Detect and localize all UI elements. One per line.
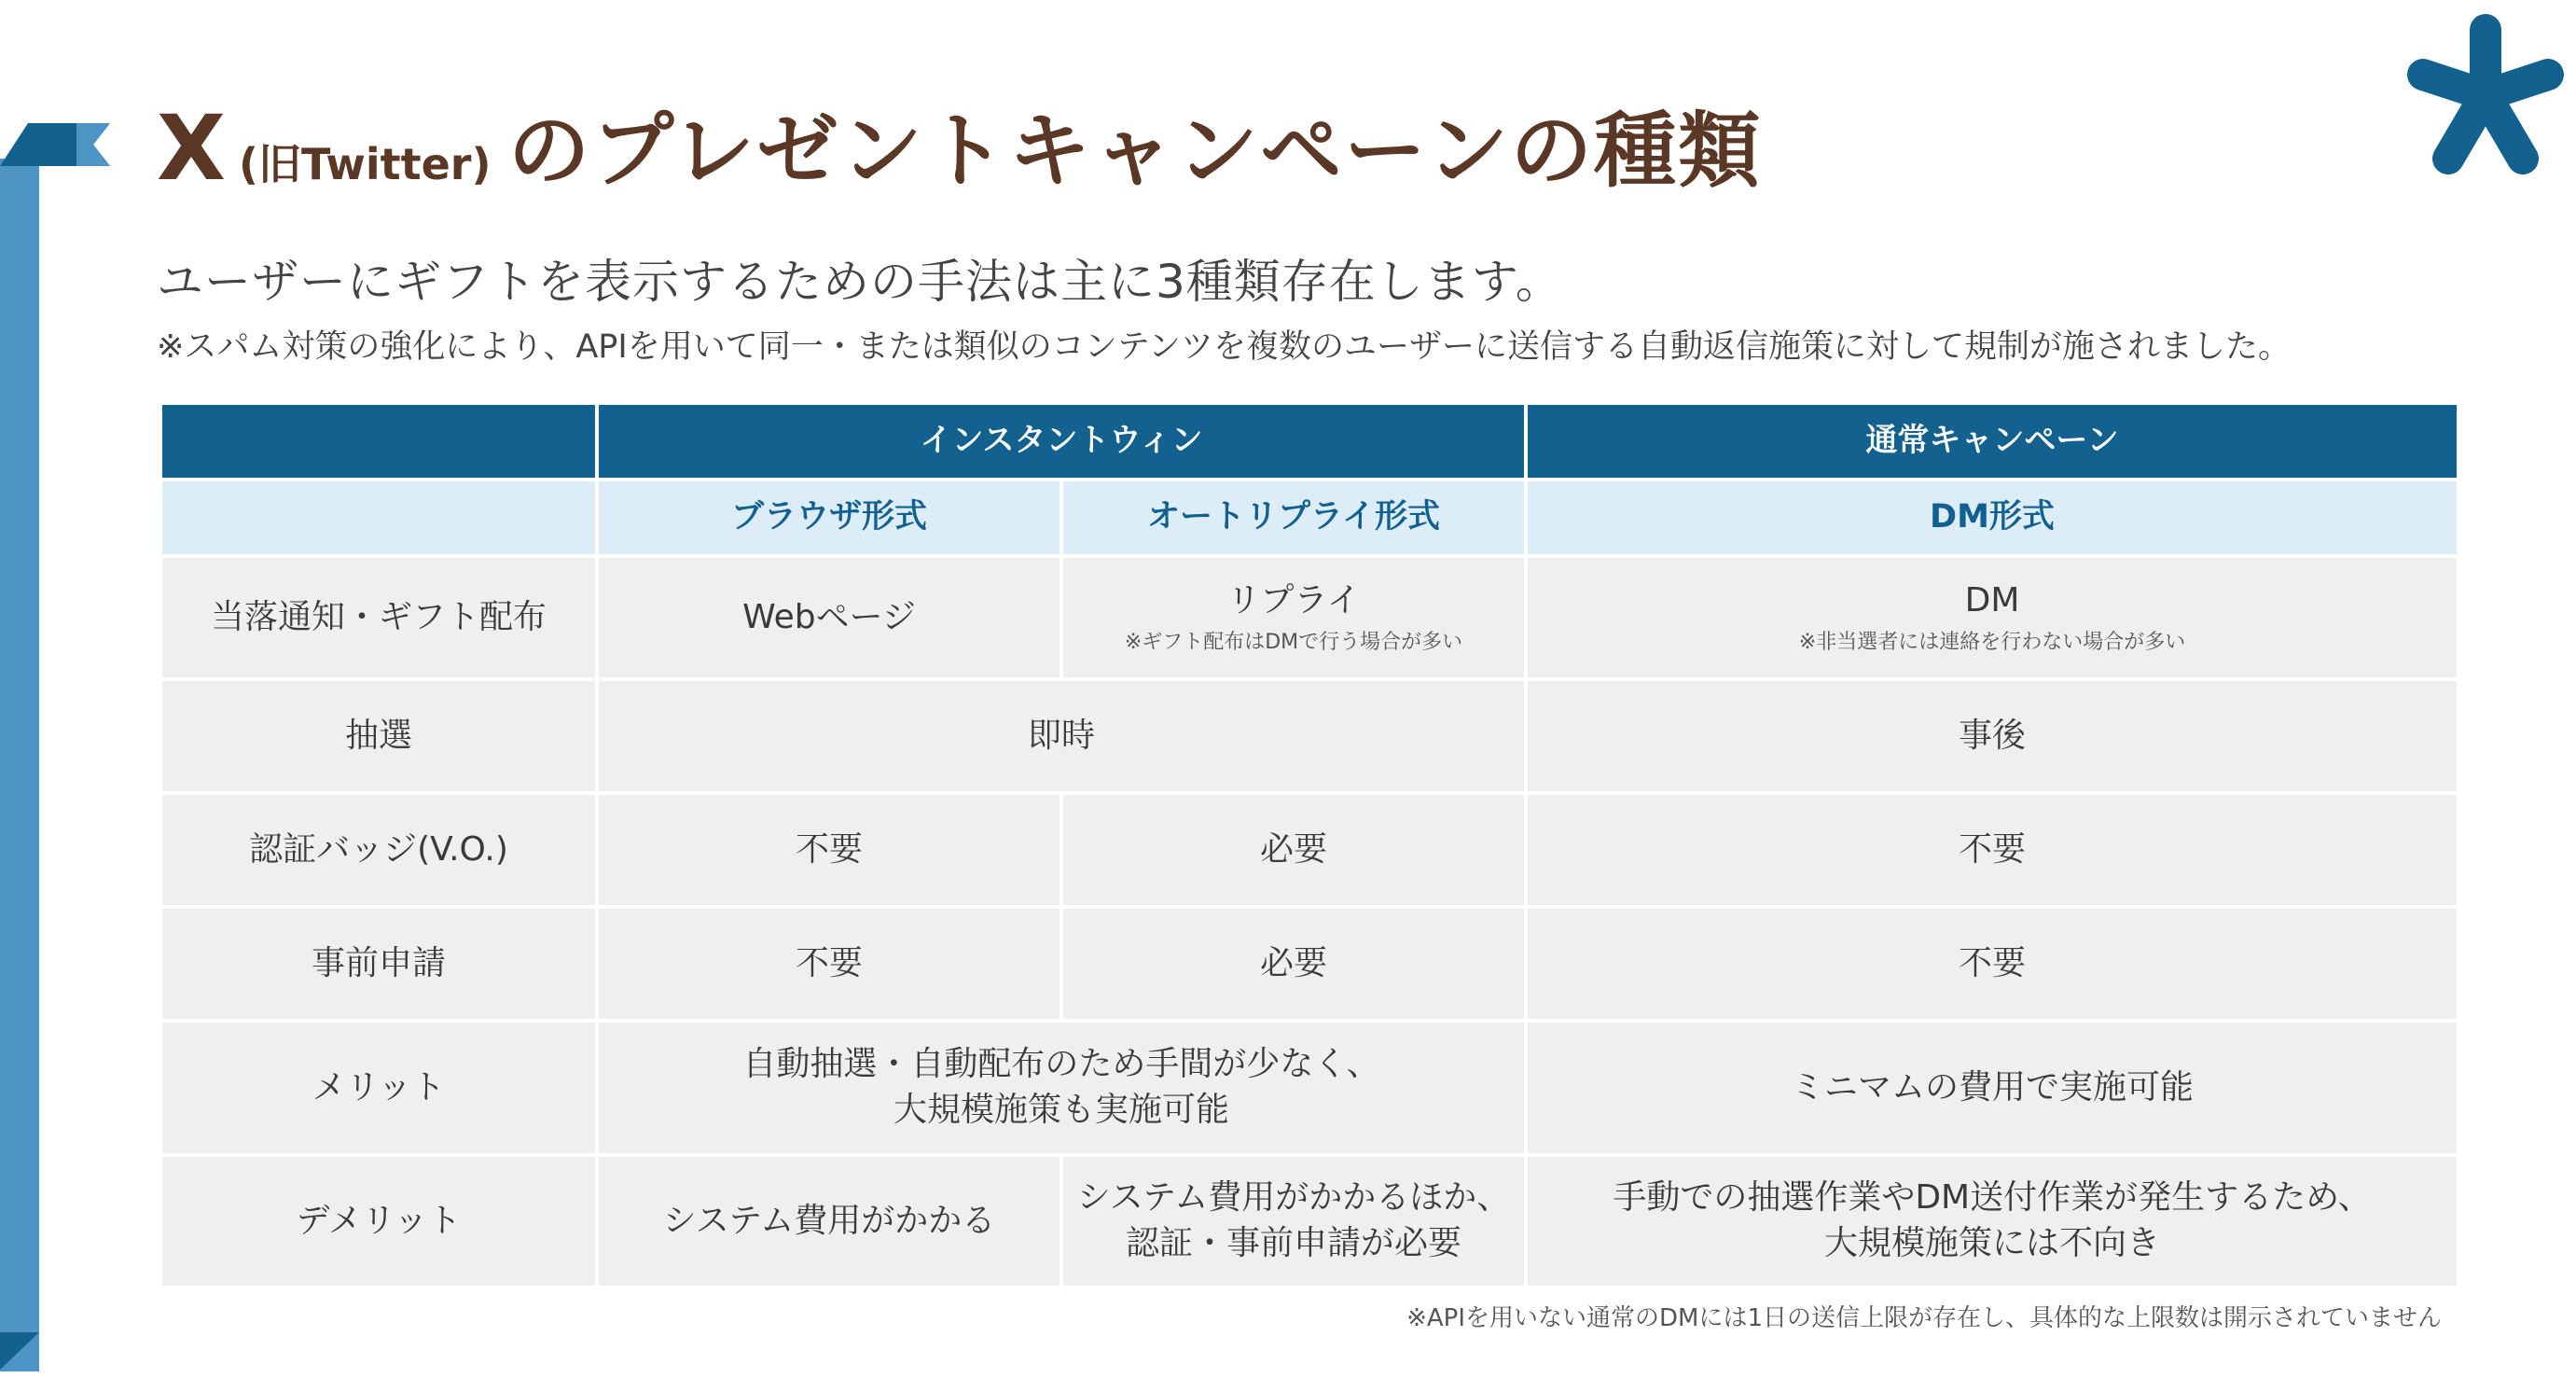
cell-demerit-dm-line2: 大規模施策には不向き (1823, 1224, 2160, 1262)
cell-demerit-dm-line1: 手動での抽選作業やDM送付作業が発生するため、 (1613, 1178, 2372, 1218)
cell-demerit-dm (1528, 1157, 2457, 1286)
cell-lottery-instant: 即時 (599, 681, 1524, 791)
cell-apply-reply: 必要 (1063, 909, 1524, 1019)
cell-merit-dm: ミニマムの費用で実施可能 (1528, 1023, 2457, 1153)
row-label-notify: 当落通知・ギフト配布 (162, 558, 595, 677)
ribbon-bookmark-icon (0, 123, 110, 166)
cell-demerit-reply-line2: 認証・事前申請が必要 (1125, 1224, 1461, 1262)
cell-notify-reply-note: ※ギフト配布はDMで行う場合が多い (1124, 631, 1463, 655)
lead-text: ユーザーにギフトを表示するための手法は主に3種類存在します。 (157, 255, 1563, 309)
cell-apply-dm: 不要 (1528, 909, 2457, 1019)
cell-notify-dm-note: ※非当選者には連絡を行わない場合が多い (1798, 631, 2186, 655)
cell-badge-reply: 必要 (1063, 795, 1524, 905)
cell-notify-browser: Webページ (599, 558, 1059, 677)
subheader-autoreply: オートリプライ形式 (1063, 481, 1524, 554)
note-bottom: ※APIを用いない通常のDMには1日の送信上限が存在し、具体的な上限数は開示されていません (1406, 1304, 2442, 1332)
cell-notify-reply (1063, 558, 1524, 677)
subheader-dm: DM形式 (1528, 481, 2457, 554)
title-x: X (157, 96, 227, 201)
title-sub: (旧Twitter) (239, 139, 492, 189)
row-label-lottery: 抽選 (162, 681, 595, 791)
subheader-browser: ブラウザ形式 (599, 481, 1059, 554)
header-instant-win: インスタントウィン (599, 405, 1524, 478)
cell-merit-instant-line1: 自動抽選・自動配布のため手間が少なく、 (742, 1045, 1380, 1084)
row-label-apply: 事前申請 (162, 909, 595, 1019)
asterisk-icon (2397, 9, 2574, 187)
row-label-merit: メリット (162, 1023, 595, 1153)
cell-badge-browser: 不要 (599, 795, 1059, 905)
ribbon-foot-icon (0, 1332, 39, 1370)
row-label-demerit: デメリット (162, 1157, 595, 1286)
subheader-empty (162, 481, 595, 554)
cell-apply-browser: 不要 (599, 909, 1059, 1019)
cell-notify-reply-main: リプライ (1226, 580, 1361, 619)
cell-notify-dm-main: DM (1964, 580, 2020, 619)
left-ribbon-bar (0, 159, 39, 1371)
cell-notify-dm (1528, 558, 2457, 677)
page-title (157, 86, 1762, 203)
cell-demerit-reply-line1: システム費用がかかるほか、 (1076, 1178, 1511, 1218)
cell-demerit-reply (1063, 1157, 1524, 1286)
title-main: のプレゼントキャンペーンの種類 (507, 103, 1763, 199)
row-label-badge: 認証バッジ(V.O.) (162, 795, 595, 905)
header-empty (162, 405, 595, 478)
header-normal-campaign: 通常キャンペーン (1528, 405, 2457, 478)
cell-badge-dm: 不要 (1528, 795, 2457, 905)
cell-demerit-browser: システム費用がかかる (599, 1157, 1059, 1286)
cell-merit-instant-line2: 大規模施策も実施可能 (893, 1091, 1229, 1129)
comparison-table (162, 405, 2445, 1282)
cell-lottery-dm: 事後 (1528, 681, 2457, 791)
note-top: ※スパム対策の強化により、APIを用いて同一・または類似のコンテンツを複数のユーザーに送信する自動返信施策に対して規制が施されました。 (157, 328, 2291, 366)
cell-merit-instant (599, 1023, 1524, 1153)
